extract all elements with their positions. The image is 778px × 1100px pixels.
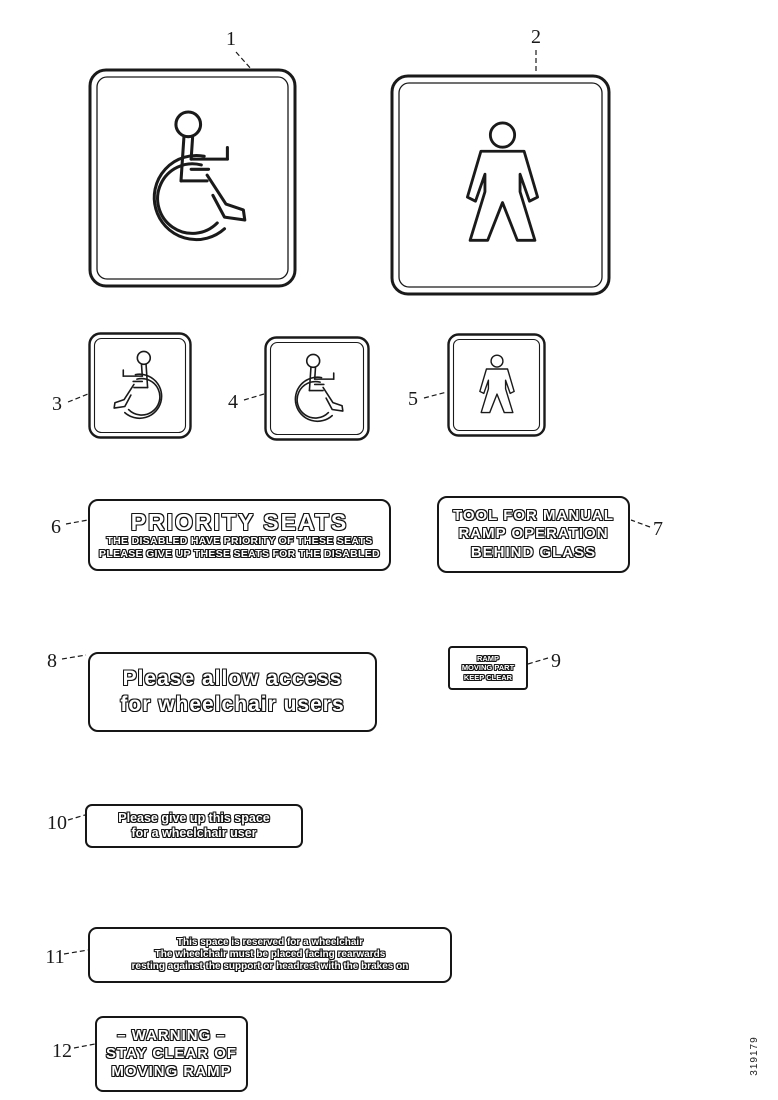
sign-wheelchair-small-mirrored	[88, 332, 192, 444]
priority-seats-line3: PLEASE GIVE UP THESE SEATS FOR THE DISABLED	[99, 547, 380, 560]
sign-person-small	[447, 333, 546, 442]
ramp-notice-line1: RAMP	[476, 653, 500, 663]
callout-3: 3	[52, 393, 62, 415]
wheelchair-space-line2: The wheelchair must be placed facing rearwards	[154, 948, 386, 960]
give-up-space-line2: for a wheelchair user	[131, 826, 257, 840]
drawing-number: 319179	[749, 1036, 760, 1076]
allow-access-line2: for wheelchair users	[120, 693, 345, 716]
callout-1: 1	[226, 28, 236, 50]
sign-wheelchair-small	[264, 336, 370, 446]
callout-2: 2	[531, 26, 541, 48]
priority-seats-title: PRIORITY SEATS	[130, 508, 349, 535]
callout-7: 7	[653, 518, 663, 540]
ramp-notice-line2: MOVING PART	[461, 663, 515, 673]
label-allow-access	[88, 652, 377, 732]
allow-access-line1: Please allow access	[122, 667, 343, 691]
ramp-tool-line3: BEHIND GLASS	[470, 543, 597, 561]
label-give-up-space	[85, 804, 303, 848]
wheelchair-icon	[295, 354, 342, 421]
warning-ramp-line1: – WARNING –	[117, 1026, 226, 1044]
callout-6: 6	[51, 516, 61, 538]
callout-4: 4	[228, 391, 238, 413]
give-up-space-line1: Please give up this space	[118, 810, 270, 825]
callout-8: 8	[47, 650, 57, 672]
callout-10: 10	[47, 812, 67, 834]
label-ramp-notice-small	[448, 646, 528, 690]
label-wheelchair-space	[88, 927, 452, 983]
callout-12: 12	[52, 1040, 72, 1062]
callout-5: 5	[408, 388, 418, 410]
sign-person-large	[390, 74, 611, 301]
warning-ramp-line3: MOVING RAMP	[111, 1063, 232, 1081]
callout-9: 9	[551, 650, 561, 672]
ramp-notice-line3: KEEP CLEAR	[463, 672, 513, 682]
wheelchair-icon	[154, 112, 245, 240]
label-priority-seats	[88, 499, 391, 571]
label-warning-ramp	[95, 1016, 248, 1092]
person-icon	[480, 355, 514, 412]
priority-seats-line2: THE DISABLED HAVE PRIORITY OF THESE SEATS	[106, 534, 373, 547]
sign-wheelchair-large	[88, 68, 297, 293]
wheelchair-icon	[114, 351, 161, 418]
callout-11: 11	[45, 946, 65, 968]
wheelchair-space-line3: resting against the support or headrest with the brakes on	[131, 961, 409, 973]
ramp-tool-line1: TOOL FOR MANUAL	[452, 507, 615, 525]
person-icon	[467, 123, 537, 240]
wheelchair-space-line1: This space is reserved for a wheelchair	[176, 936, 364, 948]
label-ramp-tool	[437, 496, 630, 573]
warning-ramp-line2: STAY CLEAR OF	[105, 1044, 238, 1062]
ramp-tool-line2: RAMP OPERATION	[458, 525, 609, 543]
